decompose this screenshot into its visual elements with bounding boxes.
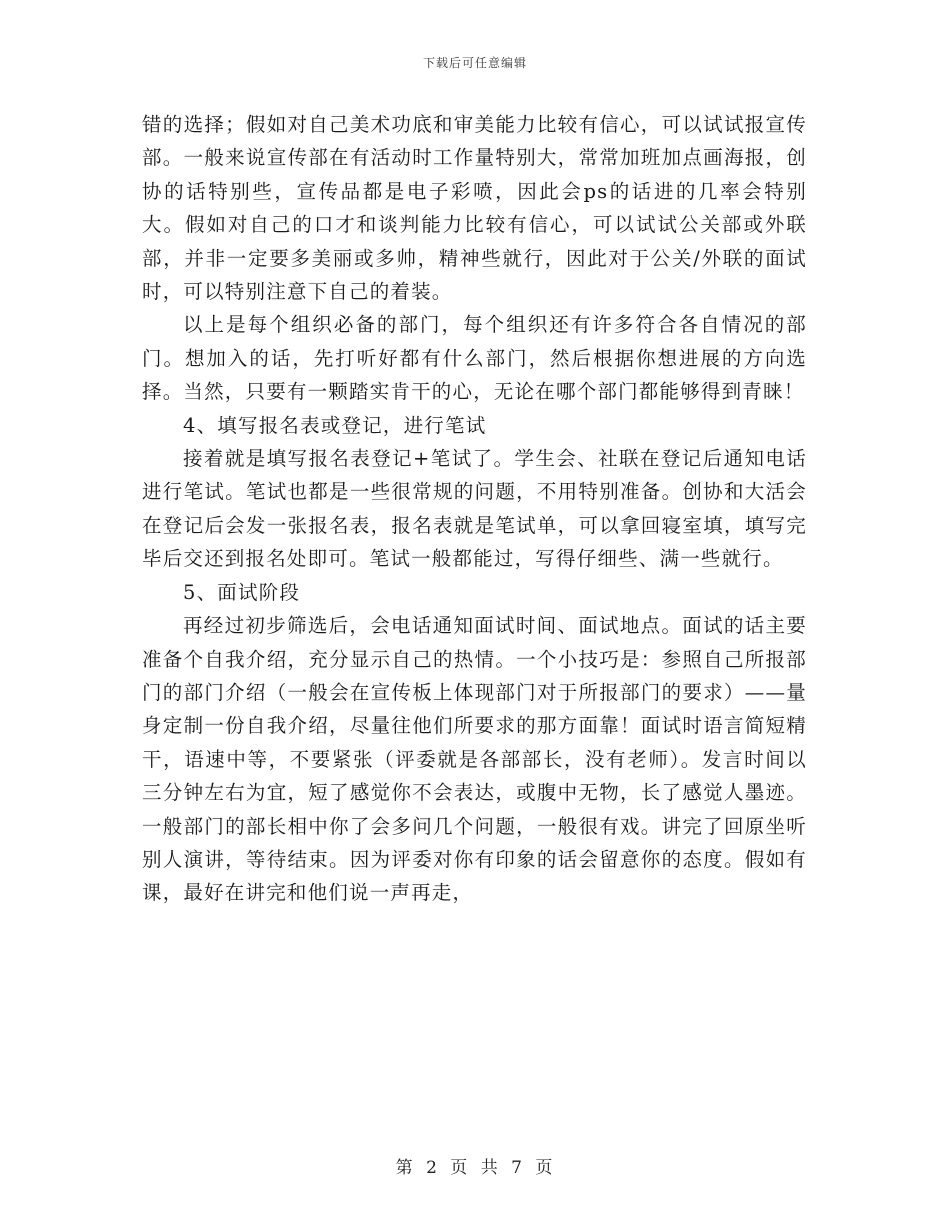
- page-number: 第 2 页 共 7 页: [395, 1158, 555, 1178]
- paragraph-written-test: 接着就是填写报名表登记+笔试了。学生会、社联在登记后通知电话进行笔试。笔试也都是一些很常规的问题，不用特别准备。创协和大活会在登记后会发一张报名表，报名表就是笔试单，可以拿回寝室填，填写完毕后交还到报名处即可。笔试一般都能过，写得仔细些、满一些就行。: [142, 447, 807, 571]
- section-heading-interview: 5、面试阶段: [183, 580, 301, 604]
- paragraph-interview: 再经过初步筛选后，会电话通知面试时间、面试地点。面试的话主要准备个自我介绍，充分显示自己的热情。一个小技巧是：参照自己所报部门的部门介绍（一般会在宣传板上体现部门对于所报部门的要求）——量身定制一份自我介绍，尽量往他们所要求的那方面靠！面试时语言简短精干，语速中等，不要紧张（评委就是各部部长，没有老师）。发言时间以三分钟左右为宜，短了感觉你不会表达，或腹中无物，长了感觉人墨迹。一般部门的部长相中你了会多问几个问题，一般很有戏。讲完了回原坐听别人演讲，等待结束。因为评委对你有印象的话会留意你的态度。假如有课，最好在讲完和他们说一声再走，: [142, 614, 807, 905]
- document-body: [142, 108, 807, 910]
- paragraph-continuation: 错的选择；假如对自己美术功底和审美能力比较有信心，可以试试报宣传部。一般来说宣传部在有活动时工作量特别大，常常加班加点画海报，创协的话特别些，宣传品都是电子彩喷，因此会ps的话进的几率会特别大。假如对自己的口才和谈判能力比较有信心，可以试试公关部或外联部，并非一定要多美丽或多帅，精神些就行，因此对于公关/外联的面试时，可以特别注意下自己的着装。: [142, 113, 807, 304]
- section-heading-written-test: 4、填写报名表或登记，进行笔试: [183, 413, 487, 437]
- page-header-note: 下载后可任意编辑: [422, 56, 527, 70]
- paragraph-departments: 以上是每个组织必备的部门，每个组织还有许多符合各自情况的部门。想加入的话，先打听好都有什么部门，然后根据你想进展的方向选择。当然，只要有一颗踏实肯干的心，无论在哪个部门都能够得到青睐！: [142, 313, 807, 404]
